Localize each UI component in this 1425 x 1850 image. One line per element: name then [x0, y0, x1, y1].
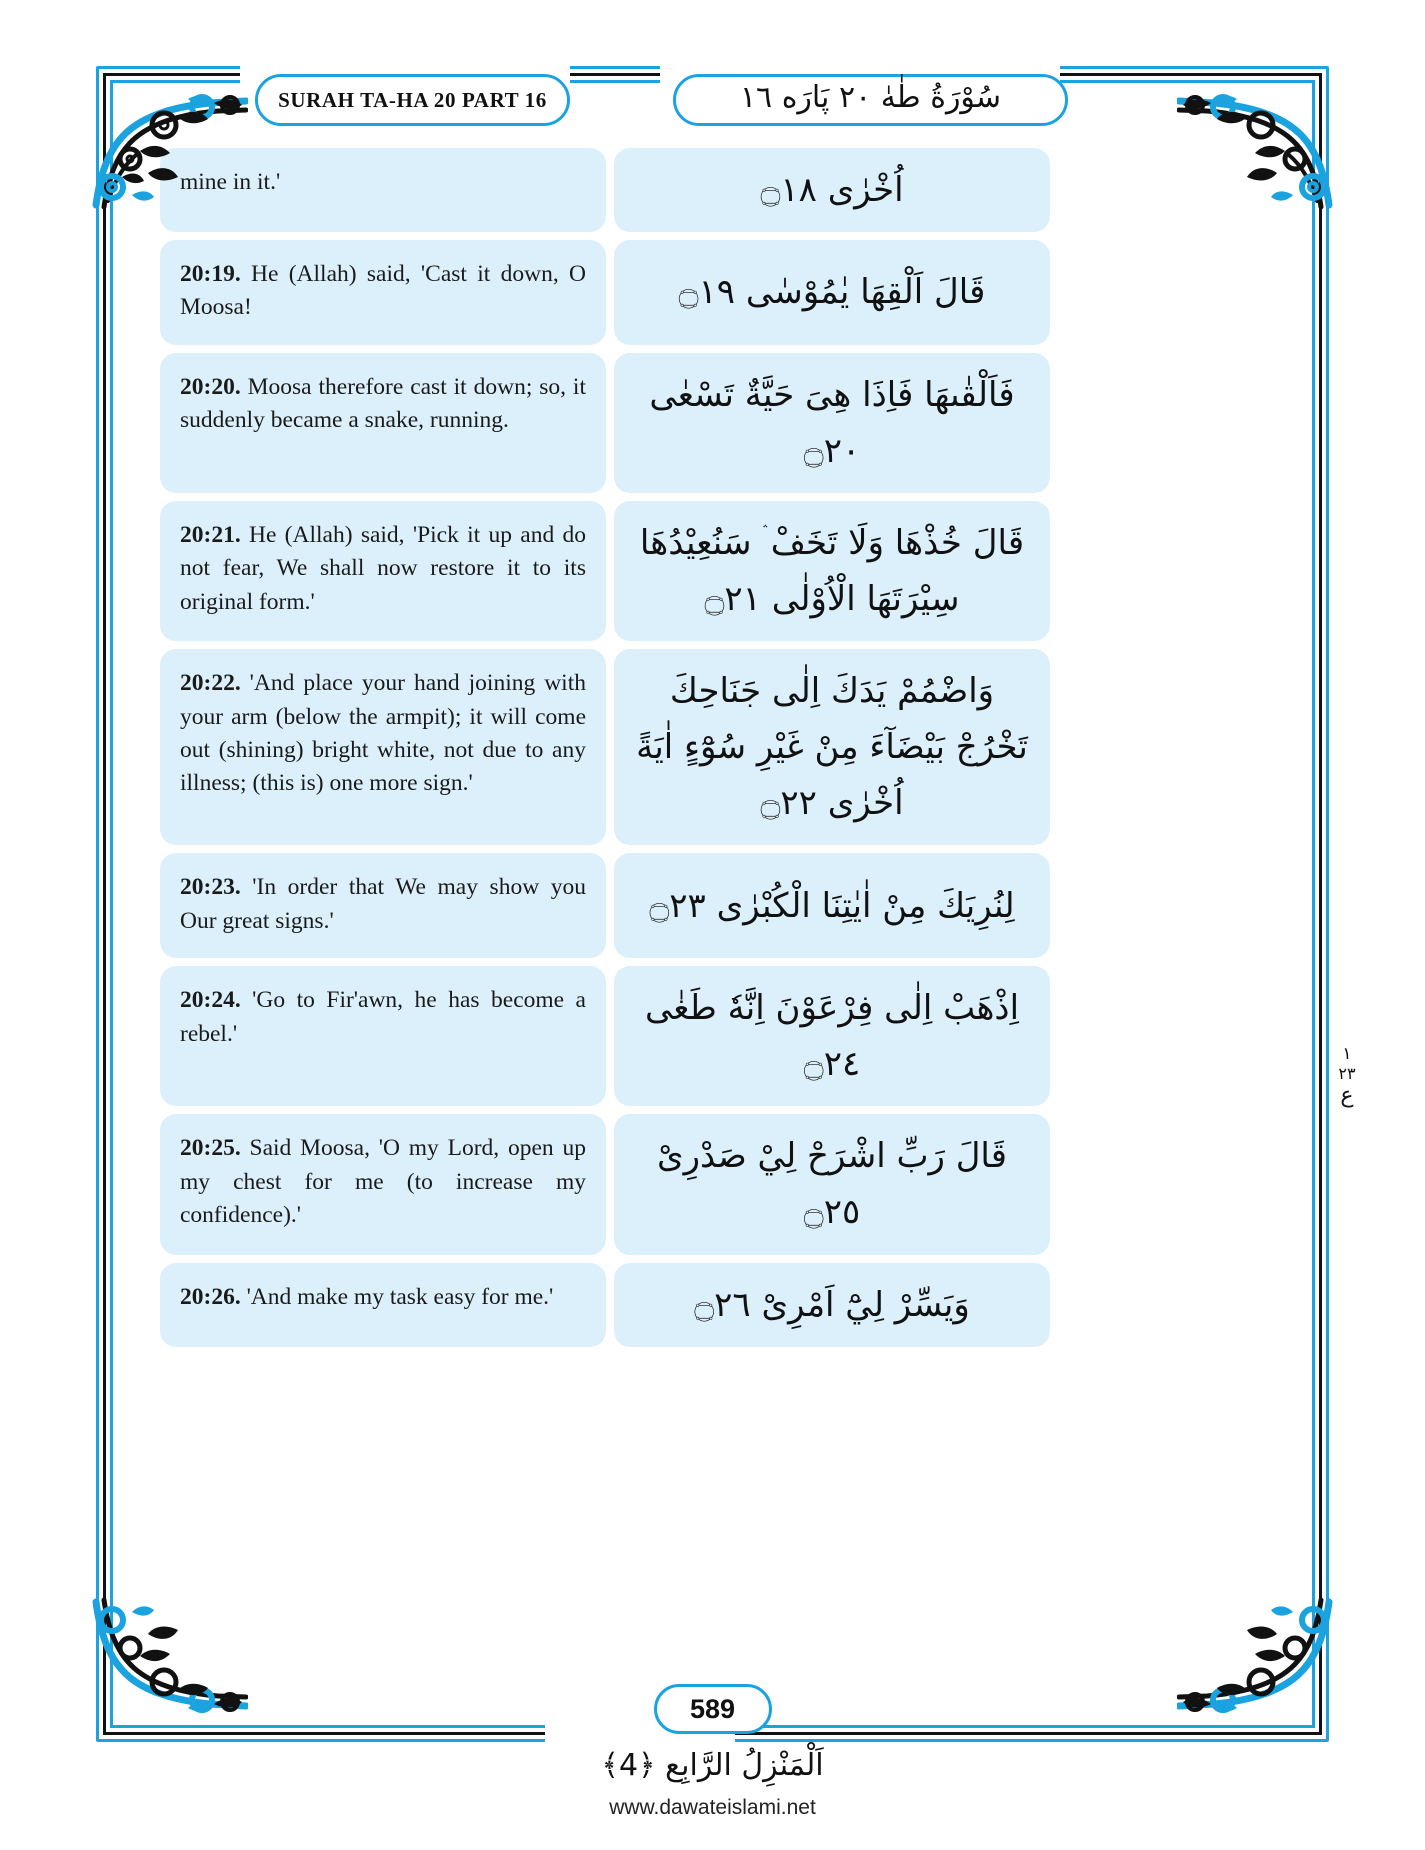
verse-number: 20:20. [180, 373, 241, 400]
verse-english-text: 'Go to Fir'awn, he has become a rebel.' [180, 987, 586, 1047]
ruku-marker [1327, 1045, 1367, 1108]
verse-number: 20:19. [180, 261, 241, 288]
verse-number: 20:23. [180, 874, 241, 901]
verse-row [160, 649, 1050, 845]
verse-row [160, 240, 1050, 345]
ruku-marker-top: ١ [1342, 1044, 1352, 1064]
verse-english-text: He (Allah) said, 'Pick it up and do not fear, We shall now restore it to its original form.' [180, 522, 586, 615]
verse-english-panel [160, 240, 606, 345]
verse-arabic-text: قَالَ اَلْقِهَا يٰمُوْسٰى ۝١٩ [678, 272, 986, 313]
surah-title-text: SURAH TA-HA 20 PART 16 [278, 87, 547, 112]
page-number-pill [654, 1684, 772, 1734]
verse-english-text: 'And place your hand joining with your arm (below the armpit); it will come out (shining) bright white, not due to any illness; (this is) one more sign.' [180, 670, 586, 797]
verse-english-panel [160, 649, 606, 845]
verse-english-panel [160, 1114, 606, 1254]
verse-number: 20:21. [180, 522, 241, 548]
verse-arabic-panel [614, 1114, 1050, 1254]
verse-arabic-text: اِذْهَبْ اِلٰى فِرْعَوْنَ اِنَّهٗ طَغٰى ۝٢٤ [644, 988, 1020, 1085]
verse-arabic-text: وَاضْمُمْ يَدَكَ اِلٰى جَنَاحِكَ تَخْرُجْ بَيْضَآءَ مِنْ غَيْرِ سُوْٓءٍ اٰيَةً اُخْرٰى ۝٢٢ [636, 671, 1028, 824]
verse-number: 20:22. [180, 670, 241, 697]
verse-english-text: 'In order that We may show you Our great signs.' [180, 874, 586, 934]
verse-arabic-panel [614, 501, 1050, 641]
verse-row [160, 853, 1050, 958]
verse-list [160, 148, 1050, 1355]
ruku-marker-middle: ٢٣ [1338, 1063, 1356, 1083]
verse-arabic-panel [614, 240, 1050, 345]
surah-title-text-arabic: سُوْرَةُ طٰهٰ ٢٠ پَارَه ١٦ [739, 80, 1002, 115]
verse-english-panel [160, 966, 606, 1106]
verse-number: 20:24. [180, 987, 241, 1014]
verse-row [160, 501, 1050, 641]
verse-english-text: Moosa therefore cast it down; so, it suddenly became a snake, running. [180, 373, 586, 434]
verse-row [160, 1263, 1050, 1347]
verse-english-text: mine in it.' [180, 169, 281, 195]
verse-arabic-text: قَالَ خُذْهَا وَلَا تَخَفْ ۛ سَنُعِيْدُهَا سِيْرَتَهَا الْاُوْلٰى ۝٢١ [639, 523, 1025, 620]
surah-title-pill [255, 74, 570, 126]
verse-arabic-panel [614, 353, 1050, 493]
verse-arabic-text: قَالَ رَبِّ اشْرَحْ لِيْ صَدْرِىْ ۝٢٥ [656, 1136, 1008, 1233]
verse-arabic-panel [614, 853, 1050, 958]
verse-arabic-text: اُخْرٰى ۝١٨ [760, 170, 904, 210]
verse-english-panel [160, 853, 606, 958]
verse-english-text: He (Allah) said, 'Cast it down, O Moosa! [180, 261, 586, 321]
verse-arabic-panel [614, 148, 1050, 232]
verse-english-panel [160, 1263, 606, 1347]
verse-row [160, 353, 1050, 493]
verse-english-text: 'And make my task easy for me.' [240, 1283, 554, 1310]
footer-arabic-note: اَلْمَنْزِلُ الرَّابِع ﴿4﴾ [601, 1748, 824, 1783]
verse-row [160, 966, 1050, 1106]
verse-arabic-panel [614, 649, 1050, 845]
ruku-marker-bottom: ع [1340, 1082, 1354, 1108]
verse-english-panel [160, 353, 606, 493]
verse-arabic-panel [614, 1263, 1050, 1347]
verse-arabic-panel [614, 966, 1050, 1106]
footer-website: www.dawateislami.net [609, 1796, 816, 1819]
verse-row [160, 148, 1050, 232]
verse-number: 20:26. [180, 1283, 241, 1310]
verse-english-text: Said Moosa, 'O my Lord, open up my chest for me (to increase my confidence).' [180, 1135, 586, 1229]
verse-english-panel [160, 501, 606, 641]
verse-arabic-text: فَاَلْقٰىهَا فَاِذَا هِىَ حَيَّةٌ تَسْعٰى ۝٢٠ [649, 374, 1015, 471]
verse-number: 20:25. [180, 1135, 241, 1162]
page-number: 589 [689, 1693, 736, 1724]
surah-title-pill-arabic [673, 74, 1068, 126]
verse-english-panel [160, 148, 606, 232]
page-header [110, 72, 1315, 128]
verse-row [160, 1114, 1050, 1254]
verse-arabic-text: لِنُرِيَكَ مِنْ اٰيٰتِنَا الْكُبْرٰى ۝٢٣ [649, 885, 1015, 926]
verse-arabic-text: وَيَسِّرْ لِيْٓ اَمْرِىْ ۝٢٦ [694, 1284, 970, 1325]
